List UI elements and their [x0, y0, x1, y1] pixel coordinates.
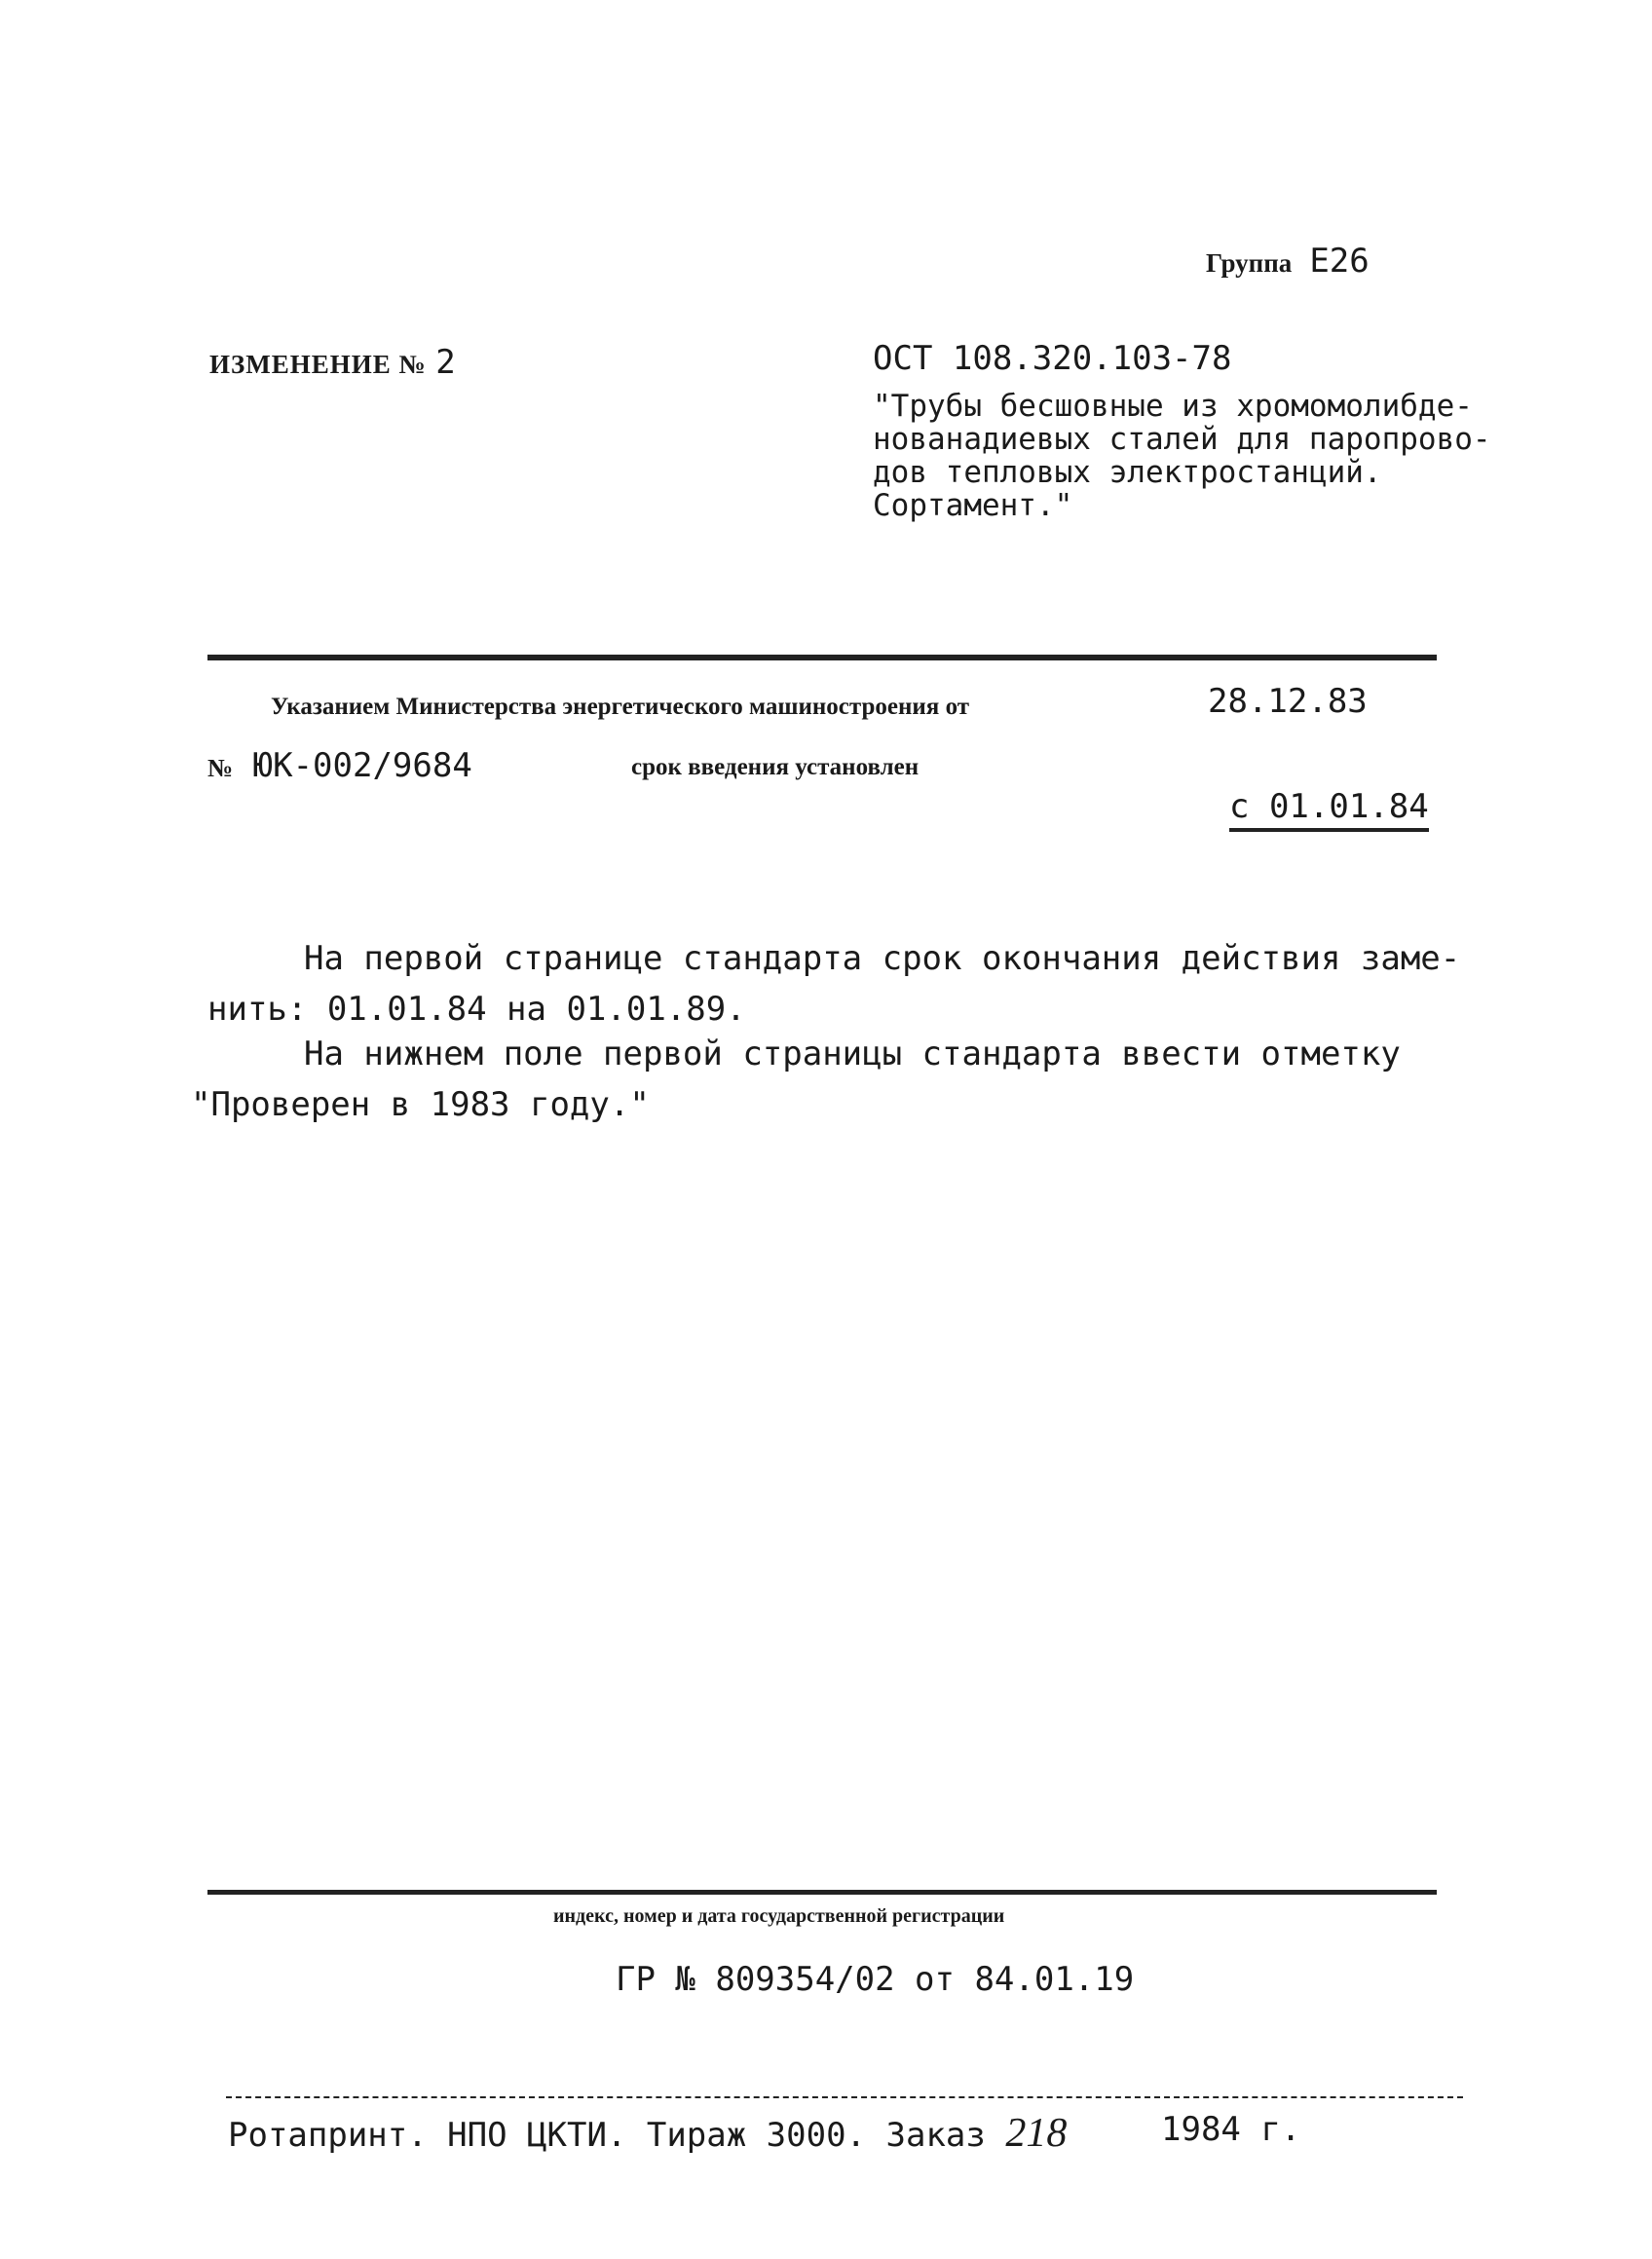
- term-text: срок введения установлен: [631, 754, 920, 780]
- term-date: с 01.01.84: [1229, 787, 1429, 832]
- registration-divider: [207, 1890, 1437, 1895]
- change-number: 2: [435, 343, 456, 382]
- order-number: 218: [1005, 2111, 1068, 2156]
- body-paragraph-2-line-1: На нижнем поле первой страницы стандарта ввести отметку: [304, 1035, 1401, 1073]
- print-info: [228, 2110, 1067, 2157]
- change-label: ИЗМЕНЕНИЕ №: [209, 350, 427, 379]
- ordinance-date: 28.12.83: [1208, 682, 1368, 721]
- standard-code: ОСТ 108.320.103-78: [873, 339, 1232, 378]
- print-text: Ротапринт. НПО ЦКТИ. Тираж 3000. Заказ: [228, 2116, 986, 2155]
- group-label: [1206, 242, 1370, 281]
- ordinance-number: [207, 746, 472, 785]
- number-symbol: №: [207, 754, 234, 782]
- registration-number: ГР № 809354/02 от 84.01.19: [616, 1960, 1135, 1999]
- registration-caption: индекс, номер и дата государственной регистрации: [553, 1905, 1005, 1927]
- print-year: 1984 г.: [1161, 2110, 1301, 2149]
- standard-title: [873, 390, 1555, 522]
- body-paragraph-1-line-2: нить: 01.01.84 на 01.01.89.: [207, 990, 746, 1029]
- standard-title-line: нованадиевых сталей для паропрово-: [873, 422, 1491, 457]
- footer-divider: [226, 2096, 1463, 2098]
- ordinance-text: Указанием Министерства энергетического машиностроения от: [271, 694, 970, 720]
- standard-title-line: дов тепловых электростанций.: [873, 455, 1382, 490]
- group-label-text: Группа: [1206, 248, 1293, 278]
- standard-title-line: Сортамент.": [873, 488, 1073, 523]
- body-paragraph-2-line-2: "Проверен в 1983 году.": [191, 1085, 650, 1124]
- group-value: Е26: [1309, 242, 1370, 281]
- ordinance-number-value: ЮК-002/9684: [252, 746, 472, 785]
- change-heading: [209, 343, 456, 382]
- standard-title-line: "Трубы бесшовные из хромомолибде-: [873, 389, 1473, 424]
- top-divider: [207, 655, 1437, 660]
- body-paragraph-1-line-1: На первой странице стандарта срок окончания действия заме-: [304, 939, 1461, 978]
